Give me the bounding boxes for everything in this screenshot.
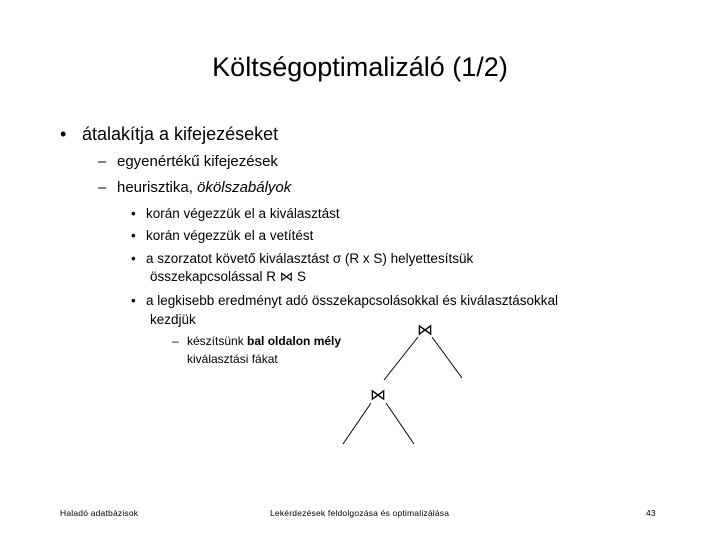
- bullet-continuation: kezdjük: [150, 312, 196, 327]
- bullet-continuation: összekapcsolással R ⋈ S: [150, 269, 307, 284]
- bullet-continuation: kiválasztási fákat: [187, 352, 278, 366]
- bullet-text: átalakítja a kifejezéseket: [82, 124, 279, 144]
- dash-marker: –: [98, 179, 107, 196]
- bullet-text: készítsünk: [187, 334, 248, 348]
- bullet-text: egyenértékű kifejezések: [117, 153, 278, 170]
- bullet-text: a szorzatot követő kiválasztást σ (R x S) helyettesítsük: [146, 251, 474, 266]
- join-symbol-child: ⋈: [370, 385, 386, 404]
- slide-title: Költségoptimalizáló (1/2): [212, 52, 508, 82]
- join-symbol-root: ⋈: [417, 320, 433, 339]
- bullet-marker: •: [131, 228, 136, 243]
- bullet-marker: •: [131, 206, 136, 221]
- tree-edge: [432, 337, 462, 378]
- footer-left: Haladó adatbázisok: [60, 508, 139, 518]
- page-number: 43: [646, 508, 656, 518]
- tree-edge: [386, 403, 414, 444]
- tree-edge: [343, 403, 371, 444]
- bullet-text: korán végezzük el a vetítést: [146, 228, 314, 243]
- bullet-marker: •: [131, 293, 136, 308]
- bullet-text: korán végezzük el a kiválasztást: [146, 206, 340, 221]
- bullet-text: a legkisebb eredményt adó összekapcsolásokkal és kiválasztásokkal: [146, 293, 558, 308]
- emphasis-text: ökölszabályok: [197, 179, 292, 196]
- bullet-marker: •: [131, 251, 136, 266]
- footer-center: Lekérdezések feldolgozása és optimalizálása: [270, 508, 450, 518]
- bold-text: bal oldalon mély: [247, 334, 342, 348]
- dash-marker: –: [98, 153, 107, 170]
- dash-marker: –: [172, 334, 179, 348]
- tree-edge: [384, 337, 418, 380]
- bullet-text: heurisztika,: [117, 179, 198, 196]
- bullet-marker: •: [60, 124, 67, 144]
